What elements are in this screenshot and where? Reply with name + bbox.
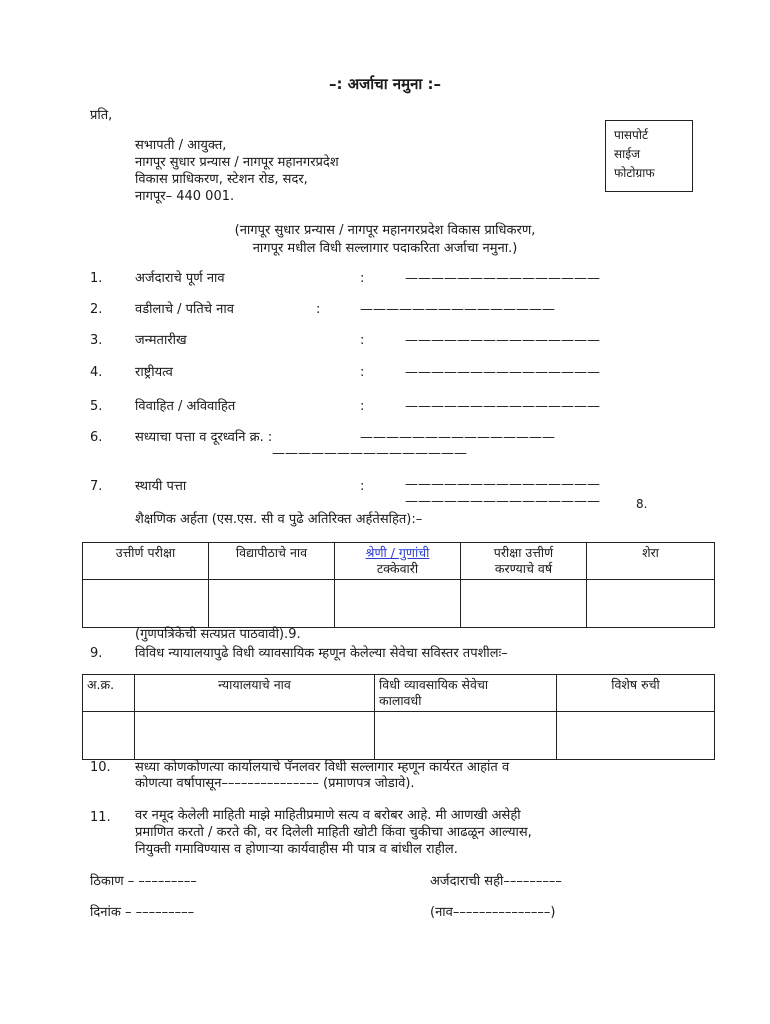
dob-blank[interactable]: ——————————————— [405, 333, 600, 348]
field-number: 2. [90, 302, 103, 317]
table-cell[interactable] [461, 580, 587, 628]
field-number: 4. [90, 365, 103, 380]
exam-year-header-line: परीक्षा उत्तीर्ण [493, 545, 554, 560]
education-note: (गुणपत्रिकेची सत्यप्रत पाठवावी).9. [135, 627, 301, 642]
column-header: उत्तीर्ण परीक्षा [83, 543, 209, 580]
column-header [335, 543, 461, 580]
current-address-blank[interactable]: ——————————————— [360, 430, 555, 445]
photo-box-line: पासपोर्ट [614, 128, 649, 142]
field-label-current-address: सध्याचा पत्ता व दूरध्वनि क्र. : [135, 430, 273, 445]
column-header: शेरा [587, 543, 715, 580]
table-cell[interactable] [375, 712, 557, 760]
applicant-name-field[interactable]: (नाव–––––––––––––––) [430, 905, 556, 920]
field-number: 10. [90, 760, 111, 775]
field-colon: : [316, 302, 321, 317]
nationality-blank[interactable]: ——————————————— [405, 365, 600, 380]
passport-photo-box [605, 120, 693, 192]
current-address-blank-2[interactable]: ——————————————— [272, 446, 467, 461]
table-cell[interactable] [209, 580, 335, 628]
exam-year-header-line: करण्याचे वर्ष [494, 561, 553, 576]
photo-box-line: फोटोग्राफ [614, 166, 655, 180]
column-header [375, 675, 557, 712]
subject-line: नागपूर मधील विधी सल्लागार पदाकरिता अर्जाचा नमुना.) [252, 241, 518, 256]
field-number: 8. [636, 497, 648, 511]
table-header-row [83, 543, 715, 580]
addressee-line: नागपूर सुधार प्रन्यास / नागपूर महानगरप्रदेश [135, 155, 339, 170]
column-header: अ.क्र. [83, 675, 135, 712]
column-header: विद्यापीठाचे नाव [209, 543, 335, 580]
form-title: –: अर्जाचा नमुना :– [328, 75, 442, 93]
education-table [82, 542, 715, 628]
field-number: 1. [90, 271, 103, 286]
addressee-line: सभापती / आयुक्त, [135, 138, 227, 153]
table-cell[interactable] [557, 712, 715, 760]
marital-status-blank[interactable]: ——————————————— [405, 399, 600, 414]
prati-label: प्रति, [90, 108, 113, 123]
field-number: 6. [90, 430, 103, 445]
court-service-label: विविध न्यायालयापुढे विधी व्यावसायिक म्हणून केलेल्या सेवेचा सविस्तर तपशीलः– [135, 646, 508, 661]
field-label-permanent-address: स्थायी पत्ता [135, 479, 187, 494]
court-service-table [82, 674, 715, 760]
field-number: 5. [90, 399, 103, 414]
field-label-father-name: वडीलाचे / पतिचे नाव [135, 302, 234, 317]
table-cell[interactable] [135, 712, 375, 760]
table-row [83, 580, 715, 628]
table-row [83, 712, 715, 760]
field-label-nationality: राष्ट्रीयत्व [135, 365, 173, 380]
addressee-line: विकास प्राधिकरण, स्टेशन रोड, सदर, [135, 172, 308, 187]
field-colon: : [360, 479, 365, 494]
field-label-full-name: अर्जदाराचे पूर्ण नाव [135, 271, 225, 286]
declaration-line: वर नमूद केलेली माहिती माझे माहितीप्रमाणे सत्य व बरोबर आहे. मी आणखी असेही [135, 808, 521, 823]
permanent-address-blank[interactable]: ——————————————— [405, 477, 600, 492]
field-label-dob: जन्मतारीख [135, 333, 187, 348]
table-cell[interactable] [587, 580, 715, 628]
field-label-marital-status: विवाहित / अविवाहित [135, 399, 236, 414]
service-period-header-line: कालावधी [379, 693, 422, 708]
permanent-address-blank-2[interactable]: ——————————————— [405, 494, 600, 509]
column-header: न्यायालयाचे नाव [135, 675, 375, 712]
field-number: 11. [90, 810, 111, 825]
declaration-line: नियुक्ती गमाविण्यास व होणाऱ्या कार्यवाहीस मी पात्र व बांधील राहील. [135, 842, 458, 857]
photo-box-line: साईज [614, 147, 641, 161]
full-name-blank[interactable]: ——————————————— [405, 271, 600, 286]
column-header: विशेष रुची [557, 675, 715, 712]
table-header-row [83, 675, 715, 712]
grade-header-line: टक्केवारी [376, 561, 419, 576]
table-cell[interactable] [335, 580, 461, 628]
place-field[interactable]: ठिकाण – ––––––––– [90, 874, 197, 889]
table-cell[interactable] [83, 712, 135, 760]
panel-text-line: सध्या कोणकोणत्या कार्यालयाचे पॅनलवर विधी सल्लागार म्हणून कार्यरत आहांत व [135, 760, 510, 775]
addressee-line: नागपूर– 440 001. [135, 189, 235, 204]
father-name-blank[interactable]: ——————————————— [360, 302, 555, 317]
field-colon: : [360, 333, 365, 348]
service-period-header-line: विधी व्यावसायिक सेवेचा [379, 677, 489, 692]
field-colon: : [360, 399, 365, 414]
subject-line: (नागपूर सुधार प्रन्यास / नागपूर महानगरप्रदेश विकास प्राधिकरण, [234, 223, 536, 238]
field-number: 9. [90, 646, 103, 661]
education-label: शैक्षणिक अर्हता (एस.एस. सी व पुढे अतिरिक्त अर्हतेसहित):– [135, 512, 423, 527]
table-cell[interactable] [83, 580, 209, 628]
field-colon: : [360, 365, 365, 380]
field-number: 3. [90, 333, 103, 348]
declaration-line: प्रमाणित करतो / करते की, वर दिलेली माहिती खोटी किंवा चुकीचा आढळून आल्यास, [135, 825, 532, 840]
date-field[interactable]: दिनांक – ––––––––– [90, 905, 195, 920]
column-header [461, 543, 587, 580]
field-number: 7. [90, 479, 103, 494]
field-colon: : [360, 271, 365, 286]
grade-header-line: श्रेणी / गुणांची [365, 545, 430, 560]
applicant-signature-field[interactable]: अर्जदाराची सही––––––––– [430, 874, 562, 889]
panel-text-line: कोणत्या वर्षापासून––––––––––––––– (प्रमाणपत्र जोडावे). [135, 776, 415, 791]
